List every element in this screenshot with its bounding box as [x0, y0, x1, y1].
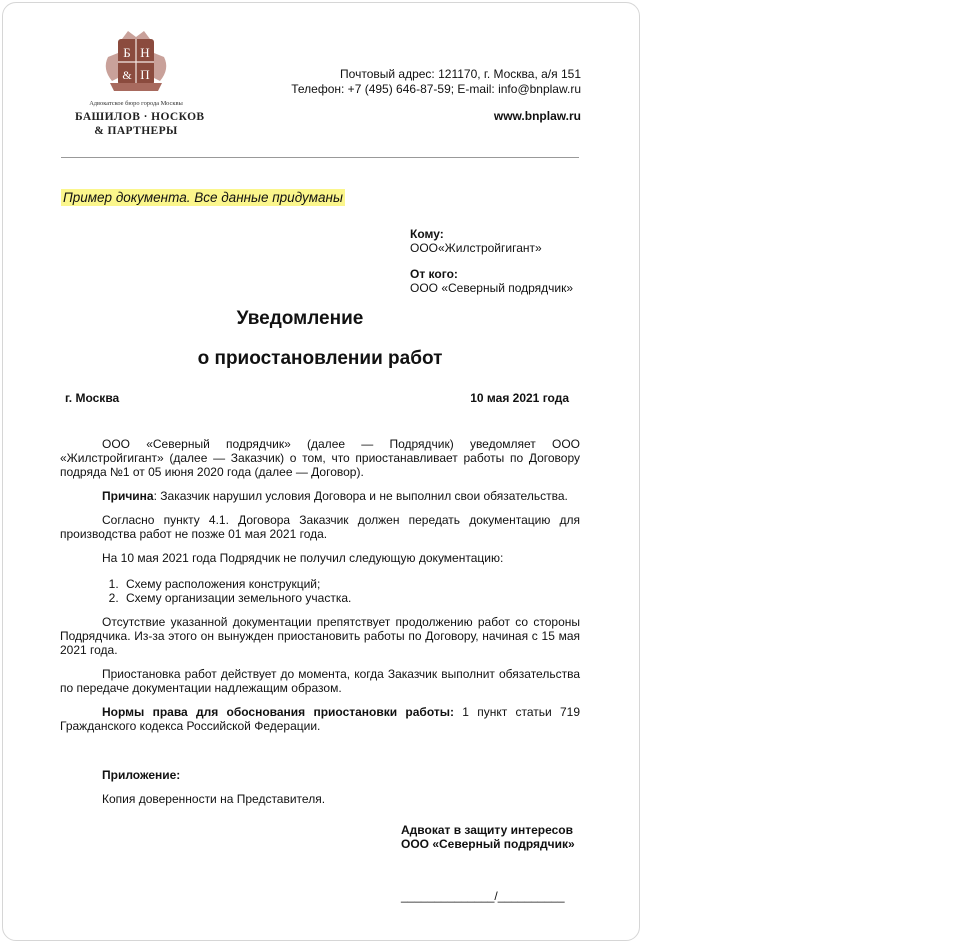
- annex-heading: Приложение:: [102, 768, 181, 782]
- body-paragraph-duration: Приостановка работ действует до момента, когда Заказчик выполнит обязательства по передаче документации надлежащим образом.: [60, 667, 580, 695]
- reason-text: : Заказчик нарушил условия Договора и не выполнил свои обязательства.: [153, 489, 568, 503]
- signature-line1: Адвокат в защиту интересов: [401, 823, 574, 837]
- svg-text:П: П: [140, 67, 150, 82]
- body-paragraph-missing: На 10 мая 2021 года Подрядчик не получил следующую документацию:: [102, 551, 504, 565]
- document-subtitle: о приостановлении работ: [197, 348, 443, 369]
- website-link[interactable]: www.bnplaw.ru: [493, 109, 581, 123]
- postal-address: Почтовый адрес: 121170, г. Москва, а/я 151: [340, 67, 581, 81]
- list-item: 2. Схему организации земельного участка.: [122, 591, 580, 605]
- from-label: От кого:: [410, 267, 458, 281]
- list-item: 1. Схему расположения конструкций;: [122, 577, 580, 591]
- signature-line: ______________/__________: [401, 889, 565, 903]
- header-divider: [61, 157, 579, 158]
- logo-name-line2: & ПАРТНЕРЫ: [94, 125, 178, 137]
- annex-item: Копия доверенности на Представителя.: [102, 792, 326, 806]
- to-label: Кому:: [410, 227, 444, 241]
- signature-line2: ООО «Северный подрядчик»: [401, 837, 575, 851]
- body-paragraph-norms: [60, 705, 580, 733]
- missing-docs-list: [60, 577, 580, 605]
- svg-text:Н: Н: [140, 45, 150, 60]
- sample-notice: Пример документа. Все данные придуманы: [63, 190, 343, 205]
- body-paragraph-reason: [60, 489, 580, 503]
- svg-text:&: &: [122, 68, 132, 82]
- logo-subtitle: Адвокатское бюро города Москвы: [89, 100, 183, 107]
- document-page: [2, 2, 640, 941]
- logo-name-line1: БАШИЛОВ · НОСКОВ: [75, 111, 205, 123]
- signature-block: [401, 823, 575, 851]
- document-title: Уведомление: [236, 308, 364, 329]
- to-value: ООО«Жилстройгигант»: [410, 241, 542, 255]
- recipient-block: [410, 227, 573, 295]
- norms-text: 1 пункт статьи 719 Гражданского кодекса Российской Федерации.: [60, 705, 580, 733]
- from-value: ООО «Северный подрядчик»: [410, 281, 574, 295]
- document-date: 10 мая 2021 года: [470, 391, 569, 405]
- firm-logo: [75, 29, 205, 138]
- svg-text:Б: Б: [123, 45, 131, 60]
- body-paragraph-clause: Согласно пункту 4.1. Договора Заказчик должен передать документацию для производства работ не позже 01 мая 2021 года.: [60, 513, 580, 541]
- norms-label: Нормы права для обоснования приостановки работы:: [102, 705, 454, 719]
- phone-email: Телефон: +7 (495) 646-87-59; E-mail: info@bnplaw.ru: [291, 82, 581, 96]
- document-body: [60, 437, 580, 743]
- firm-emblem-icon: [98, 29, 174, 95]
- contact-block: [291, 67, 581, 124]
- body-paragraph-intro: ООО «Северный подрядчик» (далее — Подрядчик) уведомляет ООО «Жилстройгигант» (далее — Заказчик) о том, что приостанавливает работы по Договору подряда №1 от 05 июня 2020 года (далее — Договор).: [60, 437, 580, 479]
- body-paragraph-consequence: Отсутствие указанной документации препятствует продолжению работ со стороны Подрядчика. Из-за этого он вынужден приостановить работы по Договору, начиная с 15 мая 2021 года.: [60, 615, 580, 657]
- city: г. Москва: [65, 391, 120, 405]
- reason-label: Причина: [102, 489, 154, 503]
